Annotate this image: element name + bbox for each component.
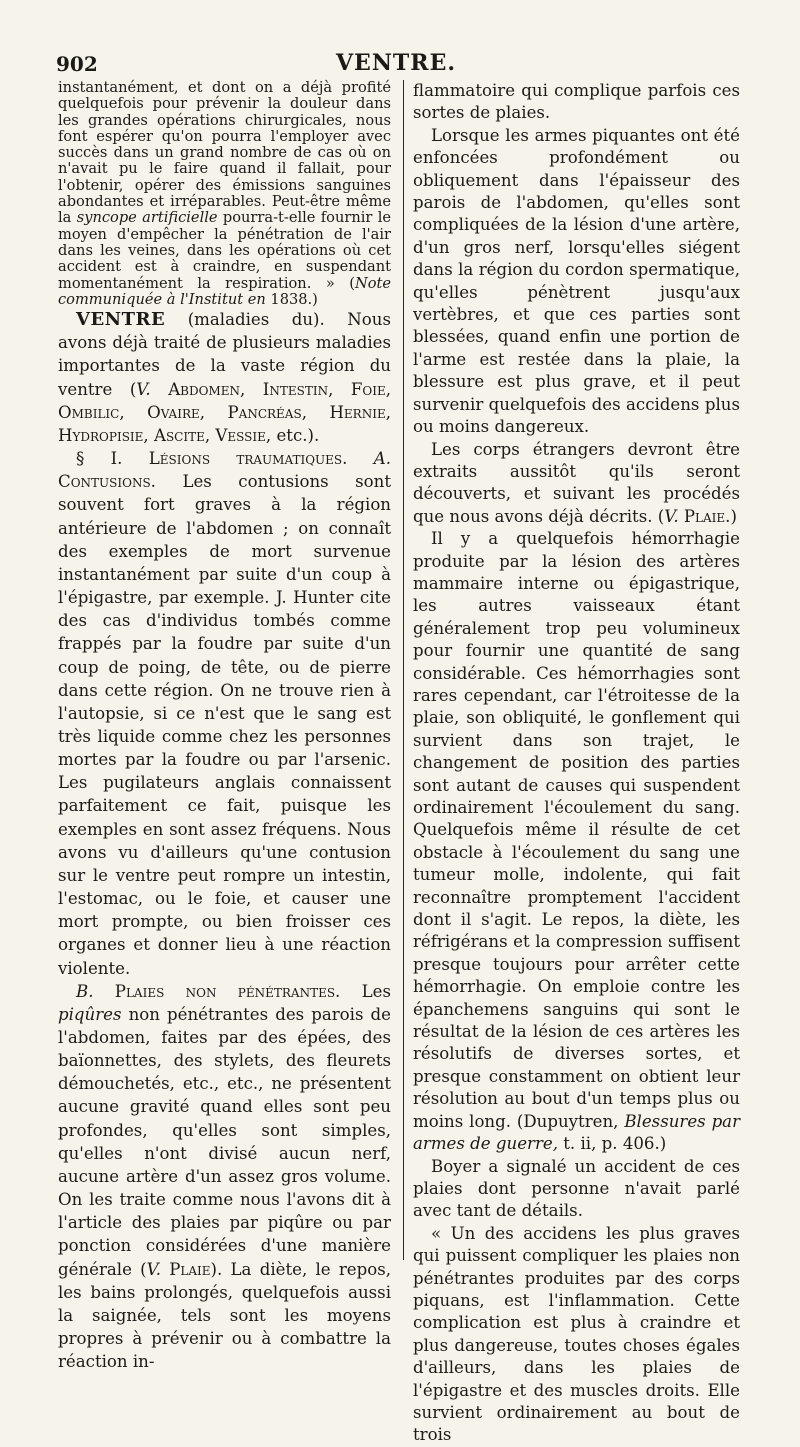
paragraph-hemorrhagie: Il y a quelquefois hémorrhagie produite par la lésion des artères mammaire interne ou épigastrique, les autres vaisseaux étant généralement trop peu volumineux pour fournir une quantité de sang considérable. Ces hémorrhagies sont rares cependant, car l'étroitesse de la plaie, son obliquité, le gonflement qui survient dans son trajet, le changement de position des parties sont autant de causes qui suspendent ordinairement l'écoulement du sang. Quelquefois même il résulte de cet obstacle à l'écoulement du sang une tumeur molle, indolente, qui fait reconnaître promptement l'accident dont il s'agit. Le repos, la diète, les réfrigérans et la compression suffisent presque toujours pour arrêter cette hémorrhagie. On emploie contre les épanchemens sanguins qui sont le résultat de la lésion de ces artères les résolutifs de diverses sortes, et presque constamment on obtient leur résolution au bout d'un temps plus ou moins long. (Dupuytren, Blessures par armes de guerre, t. ii, p. 406.) xyxy=(413,529,741,1154)
column-rule xyxy=(403,80,404,1260)
note-source: Note communiquée à l'Institut en xyxy=(58,274,391,308)
note-italic: syncope artificielle xyxy=(76,209,218,227)
paragraph-armes: Lorsque les armes piquantes ont été enfoncées profondément ou obliquement dans l'épaisseur des parois de l'abdomen, qu'elles sont compliquées de la lésion d'une artère, d'un gros nerf, lorsqu'elles siégent dans la région du cordon spermatique, qu'elles pénètrent jusqu'aux vertèbres, et que ces parties sont blessées, quand enfin une portion de l'arme est restée dans la plaie, la blessure est plus grave, et il peut survenir quelquefois des accidens plus ou moins dangereux. xyxy=(413,125,740,437)
article-body xyxy=(58,308,391,1373)
page-number: 902 xyxy=(56,52,98,76)
section-contusions: § I. Lésions traumatiques. A. Contusions. Les contusions sont souvent fort graves à la région antérieure de l'abdomen ; on connaît des exemples de mort survenue instantanément par suite d'un coup à l'épigastre, par exemple. J. Hunter cite des cas d'individus tombés comme frappés par la foudre par suite d'un coup de poing, de tête, ou de pierre dans cette région. On ne trouve rien à l'autopsie, si ce n'est que le sang est très liquide comme chez les personnes mortes par la foudre ou par l'arsenic. Les pugilateurs anglais connaissent parfaitement ce fait, puisque les exemples en sont assez fréquens. Nous avons vu d'ailleurs qu'une contusion sur le ventre peut rompre un intestin, l'estomac, ou le foie, et causer une mort prompte, ou bien froisser ces organes et donner lieu à une réaction violente. xyxy=(58,449,391,978)
subsection-title-plaies: Plaies non pénétrantes. xyxy=(114,981,341,1001)
section-heading: § I. Lésions traumatiques. xyxy=(76,449,348,469)
left-column xyxy=(58,79,392,1372)
article-intro: VENTRE (maladies du). Nous avons déjà traité de plusieurs maladies importantes de la vaste région du ventre (V. Abdomen, Intestin, Foie, Ombilic, Ovaire, Pancréas, Hernie, Hydropisie, Ascite, Vessie, etc.). xyxy=(58,309,391,445)
note-block xyxy=(58,80,391,308)
paragraph-boyer: Boyer a signalé un accident de ces plaies dont personne n'avait parlé avec tant de détails. xyxy=(413,1156,740,1221)
right-column xyxy=(413,80,741,1445)
section-plaies: B. Plaies non pénétrantes. Les piqûres non pénétrantes des parois de l'abdomen, faites par des épées, des baïonnettes, des stylets, des fleurets démouchetés, etc., etc., ne présentent aucune gravité quand elles sont peu profondes, qu'elles sont simples, qu'elles n'ont divisé aucun nerf, aucune artère d'un assez gros volume. On les traite comme nous l'avons dit à l'article des plaies par piqûre ou par ponction considérées d'une manière générale (V. Plaie). La diète, le repos, les bains prolongés, quelquefois aussi la saignée, tels sont les moyens propres à prévenir ou à combattre la réaction in- xyxy=(58,981,391,1372)
running-header xyxy=(52,50,740,80)
cross-references: Abdomen, Intestin, Foie, Ombilic, Ovaire, Pancréas, Hernie, Hydropisie, Ascite, Vessie, xyxy=(58,379,391,445)
paragraph-inflammation: « Un des accidens les plus graves qui puissent compliquer les plaies non pénétrantes produites par des corps piquans, est l'inflammation. Cette complication est plus à craindre et plus dangereuse, toutes choses égales d'ailleurs, dans les plaies de l'épigastre et des muscles droits. Elle survient ordinairement au bout de trois xyxy=(413,1223,740,1445)
headword: VENTRE xyxy=(76,309,166,331)
subsection-title: Contusions. xyxy=(58,472,156,492)
paragraph-corps-etrangers: Les corps étrangers devront être extraits aussitôt qu'ils seront découverts, et suivant les procédés que nous avons déjà décrits. (V. Plaie.) xyxy=(413,439,740,526)
note-paragraph: instantanément, et dont on a déjà profité quelquefois pour prévenir la douleur dans les grandes opérations chirurgicales, nous font espérer qu'on pourra l'employer avec succès dans un grand nombre de cas où on n'avait pu le faire quand il fallait, pour l'obtenir, opérer des émissions sanguines abondantes et irréparables. Peut-être même la syncope artificielle pourra-t-elle fournir le moyen d'empêcher la pénétration de l'air dans les veines, dans les opérations où cet accident est à craindre, en suspendant momentanément la respiration. » (Note communiquée à l'Institut en 1838.) xyxy=(58,79,392,308)
paragraph-continuation: flammatoire qui complique parfois ces sortes de plaies. xyxy=(413,81,740,123)
running-title: VENTRE. xyxy=(335,50,457,76)
